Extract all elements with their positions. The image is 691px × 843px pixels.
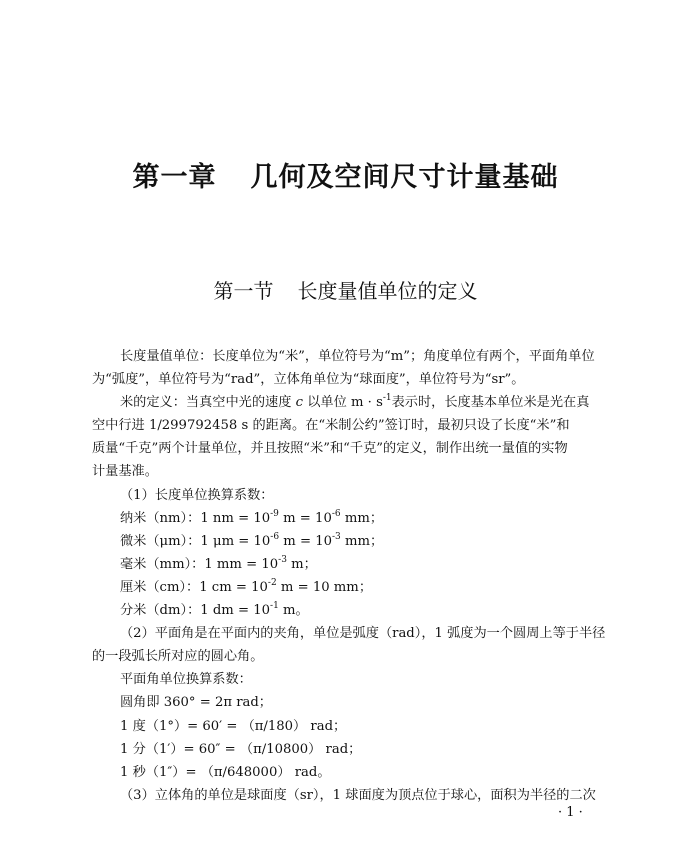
section-title: 长度量值单位的定义 bbox=[297, 279, 478, 303]
text-span: 厘米（cm）：1 cm = 10 bbox=[120, 579, 268, 595]
paragraph-line: 计量基准。 bbox=[92, 464, 158, 480]
paragraph-line: 的一段弧长所对应的圆心角。 bbox=[92, 649, 264, 665]
text-span: m = 10 mm； bbox=[276, 579, 373, 595]
paragraph-line: 质量“千克”两个计量单位，并且按照“米”和“千克”的定义，制作出统一量值的实物 bbox=[92, 441, 568, 457]
exponent: -6 bbox=[270, 531, 280, 542]
paragraph-line: 长度量值单位：长度单位为“米”，单位符号为“m”；角度单位有两个，平面角单位 bbox=[120, 349, 595, 364]
body-text bbox=[92, 345, 606, 807]
conversion-line bbox=[92, 553, 602, 576]
exponent: -2 bbox=[267, 577, 277, 588]
text-span: 纳米（nm）：1 nm = 10 bbox=[120, 510, 271, 526]
conversion-line bbox=[92, 576, 602, 599]
paragraph-line bbox=[92, 391, 602, 414]
paragraph-line: （2）平面角是在平面内的夹角，单位是弧度（rad），1 弧度为一个圆周上等于半径 bbox=[120, 626, 606, 642]
exponent: -3 bbox=[278, 554, 287, 565]
conversion-line: 1 度（1°）= 60′ = （π/180） rad； bbox=[120, 718, 347, 734]
conversion-line bbox=[92, 599, 602, 622]
exponent: -6 bbox=[331, 508, 341, 519]
chapter-title: 几何及空间尺寸计量基础 bbox=[250, 162, 559, 193]
text-span: mm； bbox=[340, 533, 384, 549]
text-span: m = 10 bbox=[279, 533, 332, 549]
conversion-line: 1 分（1′）= 60″ = （π/10800） rad； bbox=[120, 741, 362, 757]
exponent: -9 bbox=[270, 508, 279, 519]
text-span: m = 10 bbox=[278, 510, 332, 526]
conversion-line bbox=[92, 530, 602, 553]
text-span: 米的定义：当真空中光的速度 bbox=[120, 395, 292, 411]
text-span: mm； bbox=[340, 510, 384, 526]
text-span: 微米（μm）：1 μm = 10 bbox=[120, 533, 271, 549]
conversion-line: 1 秒（1″）= （π/648000） rad。 bbox=[120, 764, 331, 780]
variable-c: c bbox=[295, 395, 304, 411]
text-span: 毫米（mm）：1 mm = 10 bbox=[120, 556, 279, 572]
exponent: -1 bbox=[382, 393, 392, 404]
chapter-heading bbox=[0, 155, 691, 194]
paragraph-line: （3）立体角的单位是球面度（sr），1 球面度为顶点位于球心，面积为半径的二次 bbox=[120, 787, 596, 803]
page-number: · 1 · bbox=[558, 805, 583, 820]
conversion-line: 圆角即 360° = 2π rad； bbox=[120, 695, 272, 711]
text-span: 以单位 m · s bbox=[307, 395, 383, 411]
section-number: 第一节 bbox=[213, 279, 274, 303]
list-heading: 平面角单位换算系数： bbox=[120, 672, 252, 688]
list-heading: （1）长度单位换算系数： bbox=[120, 487, 274, 503]
text-span: 分米（dm）：1 dm = 10 bbox=[120, 603, 271, 619]
conversion-line bbox=[92, 507, 602, 530]
section-heading bbox=[0, 275, 691, 304]
text-span: 表示时，长度基本单位米是光在真 bbox=[391, 395, 590, 411]
text-span: m； bbox=[286, 556, 317, 572]
paragraph-line: 空中行进 1/299792458 s 的距离。在“米制公约”签订时，最初只设了长度“米”和 bbox=[92, 418, 570, 434]
paragraph-line: 为“弧度”，单位符号为“rad”，立体角单位为“球面度”，单位符号为“sr”。 bbox=[92, 372, 525, 388]
exponent: -3 bbox=[332, 531, 341, 542]
text-span: m。 bbox=[278, 603, 309, 619]
exponent: -1 bbox=[270, 601, 279, 612]
chapter-number: 第一章 bbox=[132, 162, 217, 193]
